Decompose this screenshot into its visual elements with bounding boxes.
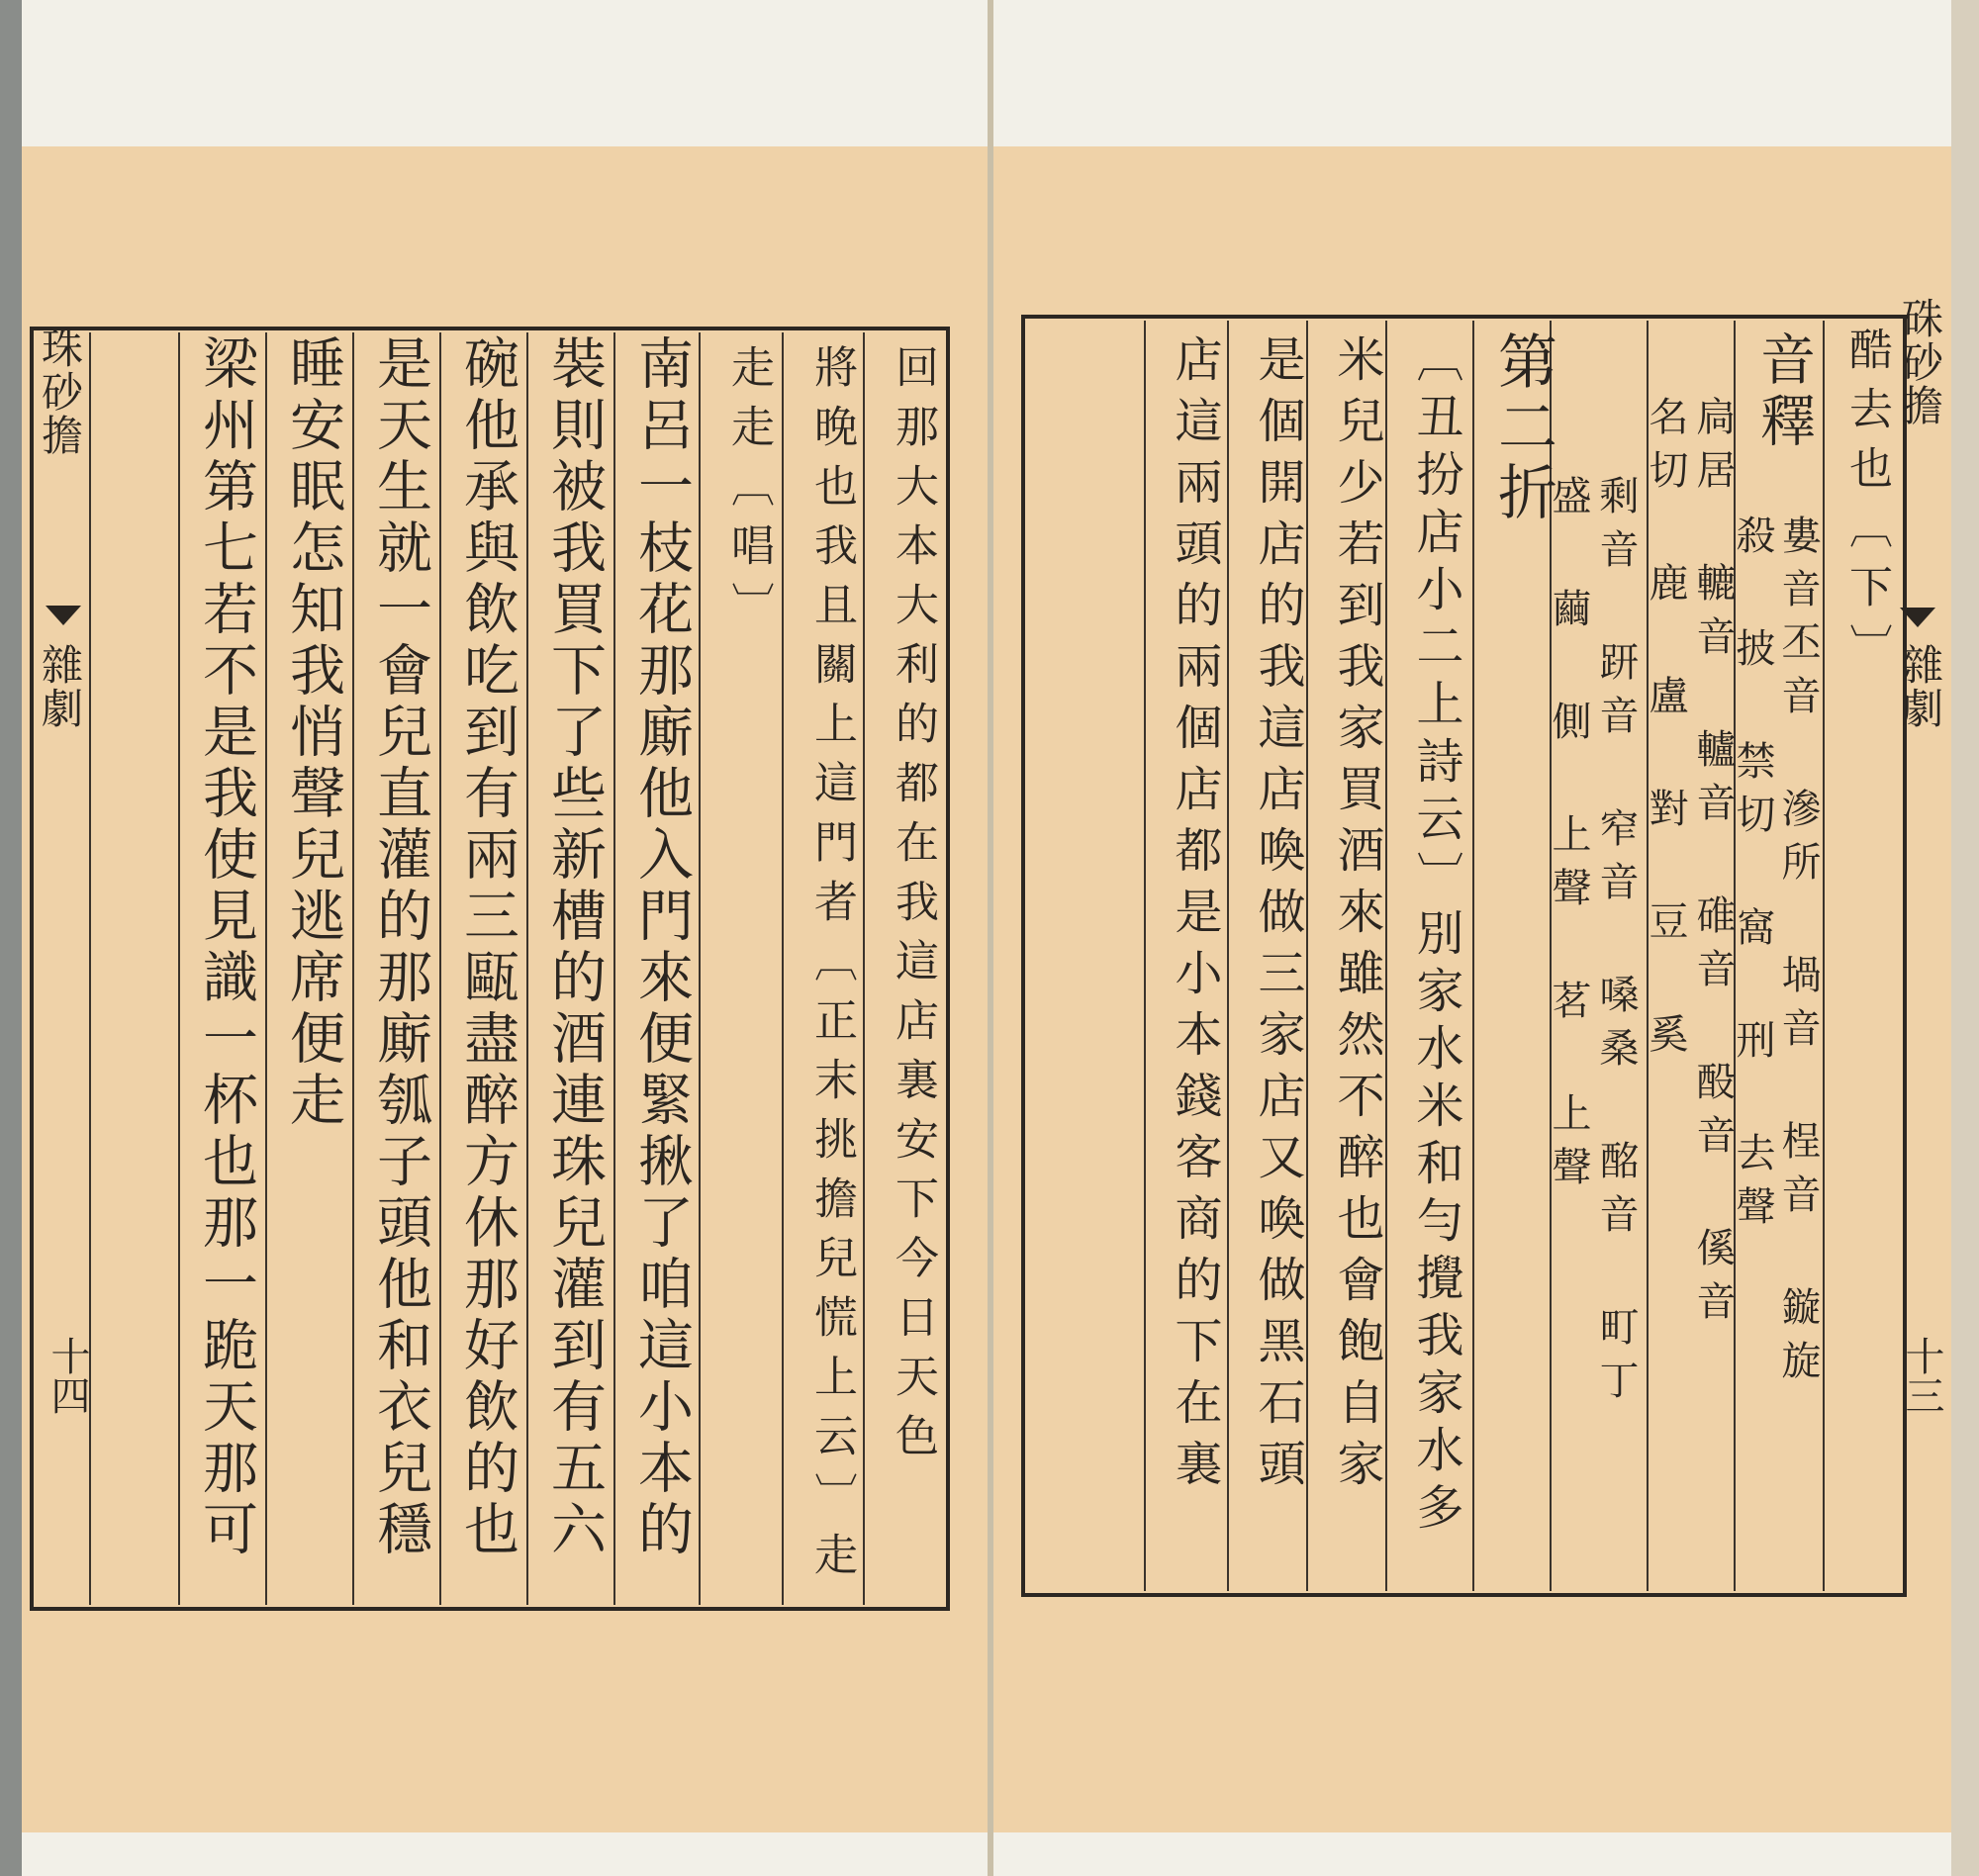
gutter (988, 0, 993, 1876)
right-column-4: 店這兩頭的兩個店都是小本錢客商的下在裏 (1167, 334, 1222, 1500)
right-column-3: 是個開店的我這店喚做三家店又喚做黑石頭 (1250, 334, 1305, 1500)
yinshi-column-1: 婁音丕音 滲所 堝音 桯音 鏇旋 (1775, 515, 1821, 1393)
right-folio: 十三 (1899, 1336, 1944, 1415)
left-column-3: 走走〔唱〕 (723, 344, 774, 641)
page-edges (1951, 0, 1979, 1876)
left-column-8: 睡安眠怎知我悄聲兒逃席便走 (281, 334, 345, 1132)
right-banxin-title: 硃砂擔 (1896, 297, 1944, 427)
paper-edge-top-right (993, 0, 1951, 146)
left-banxin-category: 雜劇 (36, 643, 84, 730)
act-heading: 第二折 (1488, 330, 1557, 526)
yinshi-column-3: 扃居 轆音 轤音 碓音 酘音 傒音 (1690, 396, 1736, 1334)
yinshi-column-6: 盛 繭 側 上聲 茗 上聲 (1546, 475, 1591, 1199)
left-folio: 十四 (45, 1336, 90, 1415)
left-column-6: 碗他承與飲吃到有兩三甌盡醉方休那好飲的也 (455, 334, 519, 1561)
left-column-9: 梁州第七若不是我使見識一杯也那一跪天那可 (194, 334, 258, 1561)
left-column-1: 回那大本大利的都在我這店裏安下今日天色 (888, 344, 938, 1472)
right-top-note: 酷去也〔下〕 (1841, 327, 1892, 683)
left-column-4: 南呂一枝花那廝他入門來便緊揪了咱這小本的 (629, 334, 694, 1561)
right-banxin-category: 雜劇 (1896, 643, 1944, 730)
yinshi-column-5: 剩音 趼音 窄音 嗓桑 酩音 町丁 (1593, 475, 1639, 1413)
yinshi-column-2: 殺 披 禁切 窩 刑 去聲 (1730, 515, 1775, 1239)
right-column-2: 米兒少若到我家買酒來雖然不醉也會飽自家 (1329, 334, 1384, 1500)
left-column-5: 裝則被我買下了些新槽的酒連珠兒灌到有五六 (542, 334, 607, 1561)
yinshi-column-4: 名切 鹿 盧 對 豆 奚 (1643, 396, 1688, 1067)
yinshi-heading: 音釋 (1751, 330, 1816, 453)
left-column-7: 是天生就一會兒直灌的那廝瓠子頭他和衣兒穩 (368, 334, 432, 1561)
right-column-1: 〔丑扮店小二上詩云〕別家水米和勻攪我家水多 (1408, 334, 1463, 1540)
left-banxin-title: 珠砂擔 (36, 327, 84, 457)
paper-edge-bottom-right (993, 1832, 1951, 1876)
left-column-2: 將晚也我且關上這門者〔正末挑擔兒慌上云〕走 (806, 344, 857, 1591)
paper-edge-bottom-left (22, 1832, 988, 1876)
paper-edge-top-left (22, 0, 988, 146)
